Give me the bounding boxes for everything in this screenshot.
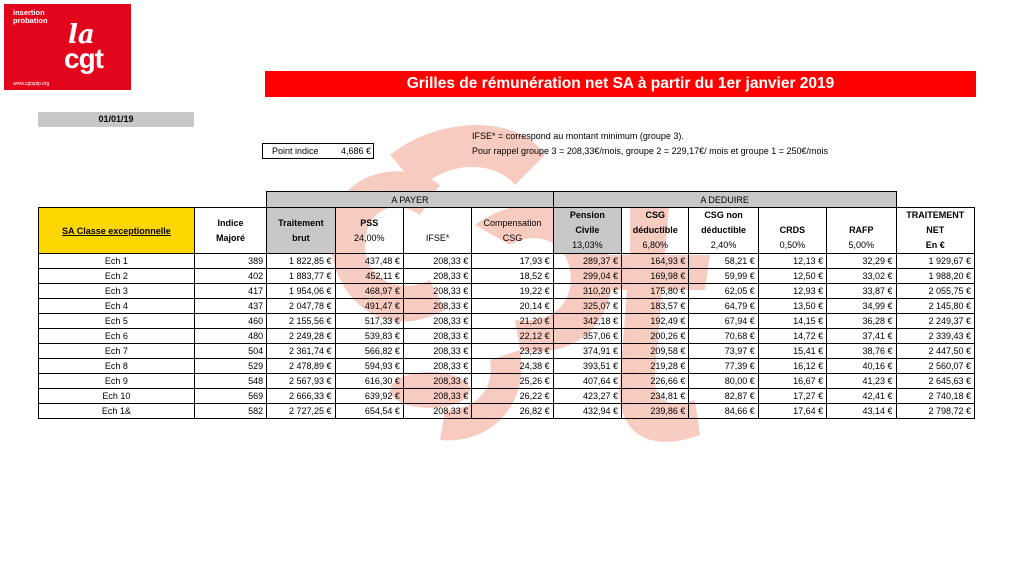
csg-non-cell: 73,97 € (689, 344, 758, 359)
table-row (39, 359, 975, 374)
grade-cell: Ech 1& (39, 404, 195, 419)
pension-cell: 357,06 € (553, 329, 621, 344)
net-cell: 2 145,80 € (896, 299, 974, 314)
logo-cgt: cgt (64, 43, 103, 74)
net-cell: 1 929,67 € (896, 254, 974, 269)
group-header-row (39, 192, 975, 208)
group-a-deduire: A DEDUIRE (553, 192, 896, 208)
crds-cell: 12,50 € (758, 269, 826, 284)
pss-cell: 639,92 € (335, 389, 403, 404)
pss-cell: 654,54 € (335, 404, 403, 419)
net-cell: 2 447,50 € (896, 344, 974, 359)
compensation-cell: 19,22 € (472, 284, 553, 299)
date-label: 01/01/19 (38, 112, 194, 127)
indice-cell: 437 (194, 299, 266, 314)
net-header-l1: TRAITEMENT (906, 210, 965, 220)
table-row (39, 344, 975, 359)
compensation-header (472, 208, 553, 254)
pss-header-l2: 24,00% (353, 232, 385, 243)
column-header-row (39, 208, 975, 254)
pension-cell: 393,51 € (553, 359, 621, 374)
pension-header-l3: 13,03% (572, 240, 603, 250)
point-indice-value: 4,686 € (341, 146, 372, 156)
crds-cell: 13,50 € (758, 299, 826, 314)
crds-cell: 14,15 € (758, 314, 826, 329)
pension-header-l2: Civile (575, 225, 600, 235)
net-cell: 2 645,63 € (896, 374, 974, 389)
pension-cell: 299,04 € (553, 269, 621, 284)
csg-ded-header-l2: déductible (632, 225, 678, 235)
crds-cell: 12,93 € (758, 284, 826, 299)
csg-non-cell: 80,00 € (689, 374, 758, 389)
net-cell: 2 740,18 € (896, 389, 974, 404)
compensation-cell: 18,52 € (472, 269, 553, 284)
point-indice-label: Point indice (272, 146, 319, 156)
ifse-cell: 208,33 € (403, 254, 471, 269)
indice-cell: 582 (194, 404, 266, 419)
rafp-cell: 33,87 € (827, 284, 896, 299)
rafp-header-l1: RAFP (849, 225, 874, 235)
csg-ded-cell: 175,80 € (622, 284, 689, 299)
table-row (39, 254, 975, 269)
rafp-cell: 40,16 € (827, 359, 896, 374)
grade-cell: Ech 5 (39, 314, 195, 329)
csg-ded-header-l3: 6,80% (642, 240, 668, 250)
indice-cell: 569 (194, 389, 266, 404)
csg-ded-header (622, 208, 689, 254)
rafp-cell: 36,28 € (827, 314, 896, 329)
crds-cell: 14,72 € (758, 329, 826, 344)
rafp-cell: 42,41 € (827, 389, 896, 404)
pss-cell: 437,48 € (335, 254, 403, 269)
crds-header (758, 208, 826, 254)
rafp-cell: 37,41 € (827, 329, 896, 344)
pension-cell: 407,64 € (553, 374, 621, 389)
traitement-cell: 1 954,06 € (267, 284, 335, 299)
indice-cell: 389 (194, 254, 266, 269)
salary-table (38, 191, 975, 419)
csg-ded-cell: 192,49 € (622, 314, 689, 329)
table-row (39, 389, 975, 404)
pss-cell: 594,93 € (335, 359, 403, 374)
page-title: Grilles de rémunération net SA à partir du 1er janvier 2019 (265, 71, 976, 97)
pension-header (553, 208, 621, 254)
indice-header-l1: Indice (217, 217, 244, 228)
table-row (39, 284, 975, 299)
crds-cell: 16,12 € (758, 359, 826, 374)
net-header-l2: NET (926, 225, 945, 235)
traitement-header-l2: brut (292, 232, 310, 243)
pss-cell: 468,97 € (335, 284, 403, 299)
compensation-cell: 26,82 € (472, 404, 553, 419)
net-header (896, 208, 974, 254)
pension-cell: 342,18 € (553, 314, 621, 329)
table-body (39, 254, 975, 419)
pss-header-l1: PSS (360, 217, 379, 228)
csg-ded-cell: 226,66 € (622, 374, 689, 389)
traitement-cell: 2 361,74 € (267, 344, 335, 359)
csg-non-header (689, 208, 758, 254)
rafp-cell: 43,14 € (827, 404, 896, 419)
pss-cell: 452,11 € (335, 269, 403, 284)
csg-non-cell: 67,94 € (689, 314, 758, 329)
grade-cell: Ech 3 (39, 284, 195, 299)
crds-cell: 17,64 € (758, 404, 826, 419)
traitement-cell: 2 666,33 € (267, 389, 335, 404)
csg-non-header-l3: 2,40% (710, 240, 737, 250)
compensation-header-l2: CSG (502, 232, 523, 243)
group-a-payer: A PAYER (267, 192, 554, 208)
compensation-cell: 26,22 € (472, 389, 553, 404)
pss-cell: 517,33 € (335, 314, 403, 329)
csg-ded-header-l1: CSG (645, 210, 665, 220)
crds-cell: 15,41 € (758, 344, 826, 359)
net-cell: 2 560,07 € (896, 359, 974, 374)
table-row (39, 329, 975, 344)
grade-cell: Ech 8 (39, 359, 195, 374)
rafp-header-l2: 5,00% (848, 240, 875, 250)
crds-header-l2: 0,50% (779, 240, 806, 250)
indice-header-l2: Majoré (215, 232, 245, 243)
grade-header: SA Classe exceptionnelle (39, 208, 195, 254)
net-cell: 1 988,20 € (896, 269, 974, 284)
csg-ded-cell: 219,28 € (622, 359, 689, 374)
traitement-cell: 2 249,28 € (267, 329, 335, 344)
table-row (39, 314, 975, 329)
traitement-cell: 2 047,78 € (267, 299, 335, 314)
pension-cell: 289,37 € (553, 254, 621, 269)
logo-url: www.cgtspip.org (13, 81, 50, 87)
crds-cell: 12,13 € (758, 254, 826, 269)
csg-ded-cell: 183,57 € (622, 299, 689, 314)
rafp-cell: 32,29 € (827, 254, 896, 269)
csg-non-cell: 58,21 € (689, 254, 758, 269)
indice-cell: 548 (194, 374, 266, 389)
indice-cell: 529 (194, 359, 266, 374)
traitement-cell: 1 822,85 € (267, 254, 335, 269)
indice-cell: 402 (194, 269, 266, 284)
pension-cell: 423,27 € (553, 389, 621, 404)
ifse-cell: 208,33 € (403, 329, 471, 344)
pss-cell: 491,47 € (335, 299, 403, 314)
compensation-header-l1: Compensation (483, 217, 542, 228)
compensation-cell: 25,26 € (472, 374, 553, 389)
table-row (39, 404, 975, 419)
rafp-cell: 34,99 € (827, 299, 896, 314)
table-row (39, 374, 975, 389)
ifse-cell: 208,33 € (403, 284, 471, 299)
csg-non-cell: 62,05 € (689, 284, 758, 299)
ifse-cell: 208,33 € (403, 359, 471, 374)
ifse-header-l1: IFSE* (425, 232, 450, 243)
ifse-cell: 208,33 € (403, 269, 471, 284)
csg-ded-cell: 169,98 € (622, 269, 689, 284)
grade-cell: Ech 1 (39, 254, 195, 269)
compensation-cell: 20,14 € (472, 299, 553, 314)
grade-cell: Ech 4 (39, 299, 195, 314)
csg-ded-cell: 164,93 € (622, 254, 689, 269)
rafp-cell: 38,76 € (827, 344, 896, 359)
csg-ded-cell: 239,86 € (622, 404, 689, 419)
pss-cell: 616,30 € (335, 374, 403, 389)
grade-cell: Ech 2 (39, 269, 195, 284)
ifse-header (403, 208, 471, 254)
ifse-cell: 208,33 € (403, 344, 471, 359)
crds-header-l1: CRDS (779, 225, 806, 235)
net-cell: 2 055,75 € (896, 284, 974, 299)
indice-cell: 504 (194, 344, 266, 359)
compensation-cell: 17,93 € (472, 254, 553, 269)
indice-cell: 417 (194, 284, 266, 299)
indice-header (194, 208, 266, 254)
traitement-cell: 2 727,25 € (267, 404, 335, 419)
pss-cell: 539,83 € (335, 329, 403, 344)
traitement-header (267, 208, 335, 254)
net-cell: 2 798,72 € (896, 404, 974, 419)
grade-cell: Ech 7 (39, 344, 195, 359)
grade-cell: Ech 10 (39, 389, 195, 404)
traitement-cell: 2 155,56 € (267, 314, 335, 329)
csg-non-cell: 64,79 € (689, 299, 758, 314)
cgt-logo (4, 4, 131, 90)
compensation-cell: 23,23 € (472, 344, 553, 359)
csg-non-header-l1: CSG non (704, 210, 743, 220)
table-row (39, 269, 975, 284)
csg-non-header-l2: déductible (701, 225, 747, 235)
compensation-cell: 24,38 € (472, 359, 553, 374)
traitement-header-l1: Traitement (278, 217, 324, 228)
pension-cell: 432,94 € (553, 404, 621, 419)
rafp-header (827, 208, 896, 254)
ifse-cell: 208,33 € (403, 314, 471, 329)
csg-non-cell: 84,66 € (689, 404, 758, 419)
traitement-cell: 1 883,77 € (267, 269, 335, 284)
csg-ded-cell: 209,58 € (622, 344, 689, 359)
ifse-cell: 208,33 € (403, 374, 471, 389)
logo-la: la (68, 20, 95, 50)
pss-cell: 566,82 € (335, 344, 403, 359)
csg-non-cell: 59,99 € (689, 269, 758, 284)
grade-cell: Ech 6 (39, 329, 195, 344)
csg-non-cell: 82,87 € (689, 389, 758, 404)
pension-cell: 325,07 € (553, 299, 621, 314)
net-cell: 2 339,43 € (896, 329, 974, 344)
pension-header-l1: Pension (569, 210, 605, 220)
ifse-cell: 208,33 € (403, 299, 471, 314)
pension-cell: 310,20 € (553, 284, 621, 299)
pension-cell: 374,91 € (553, 344, 621, 359)
net-header-l3: En € (925, 240, 945, 250)
csg-non-cell: 77,39 € (689, 359, 758, 374)
indice-cell: 480 (194, 329, 266, 344)
csg-non-cell: 70,68 € (689, 329, 758, 344)
csg-ded-cell: 200,26 € (622, 329, 689, 344)
rafp-cell: 41,23 € (827, 374, 896, 389)
compensation-cell: 21,20 € (472, 314, 553, 329)
rafp-cell: 33,02 € (827, 269, 896, 284)
point-indice-box (262, 143, 374, 159)
csg-ded-cell: 234,81 € (622, 389, 689, 404)
crds-cell: 17,27 € (758, 389, 826, 404)
compensation-cell: 22,12 € (472, 329, 553, 344)
ifse-cell: 208,33 € (403, 389, 471, 404)
indice-cell: 460 (194, 314, 266, 329)
table-row (39, 299, 975, 314)
logo-line-2: probation (13, 16, 48, 25)
traitement-cell: 2 478,89 € (267, 359, 335, 374)
logo-line-1: insertion (13, 8, 45, 17)
traitement-cell: 2 567,93 € (267, 374, 335, 389)
ifse-cell: 208,33 € (403, 404, 471, 419)
ifse-note: IFSE* = correspond au montant minimum (groupe 3). (472, 131, 684, 141)
grade-cell: Ech 9 (39, 374, 195, 389)
pss-header (335, 208, 403, 254)
crds-cell: 16,67 € (758, 374, 826, 389)
groupe-note: Pour rappel groupe 3 = 208,33€/mois, groupe 2 = 229,17€/ mois et groupe 1 = 250€/mois (472, 146, 828, 156)
net-cell: 2 249,37 € (896, 314, 974, 329)
